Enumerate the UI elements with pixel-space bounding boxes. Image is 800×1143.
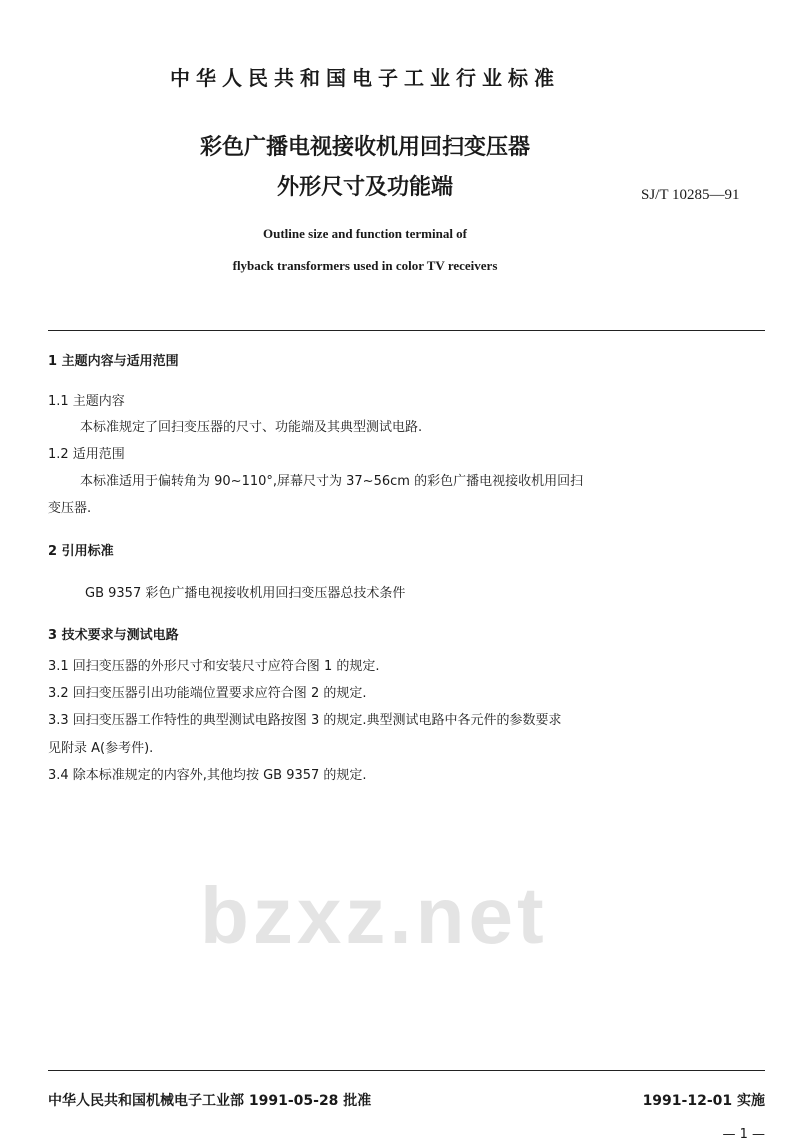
section-1-1-body: 本标准规定了回扫变压器的尺寸、功能端及其典型测试电路. <box>80 420 423 435</box>
section-3-1: 3.1 回扫变压器的外形尺寸和安装尺寸应符合图 1 的规定. <box>48 659 380 674</box>
section-3-2: 3.2 回扫变压器引出功能端位置要求应符合图 2 的规定. <box>48 686 367 701</box>
section-2-heading: 2 引用标准 <box>48 544 114 559</box>
section-3-3: 3.3 回扫变压器工作特性的典型测试电路按图 3 的规定.典型测试电路中各元件的参数要求 <box>48 713 562 728</box>
section-1-heading: 1 主题内容与适用范围 <box>48 354 179 369</box>
standard-code: SJ/T 10285—91 <box>641 187 740 203</box>
document-title-line2: 外形尺寸及功能端 <box>276 175 453 200</box>
document-title-line1: 彩色广播电视接收机用回扫变压器 <box>199 135 530 160</box>
issuing-standard-heading: 中华人民共和国电子工业行业标准 <box>170 66 560 90</box>
section-3-4: 3.4 除本标准规定的内容外,其他均按 GB 9357 的规定. <box>48 768 367 783</box>
section-1-2-body: 本标准适用于偏转角为 90~110°,屏幕尺寸为 37~56cm 的彩色广播电视接收机用回扫 <box>80 474 584 489</box>
header-divider <box>48 330 765 331</box>
english-title-line2: flyback transformers used in color TV receivers <box>232 258 498 273</box>
referenced-standard: GB 9357 彩色广播电视接收机用回扫变压器总技术条件 <box>85 586 406 601</box>
section-3-3-cont: 见附录 A(参考件). <box>48 741 154 756</box>
footer-divider <box>48 1070 765 1071</box>
section-1-2-heading: 1.2 适用范围 <box>48 447 125 462</box>
section-3-heading: 3 技术要求与测试电路 <box>48 628 179 643</box>
page-number: — 1 — <box>722 1127 765 1142</box>
implementation-date: 1991-12-01 实施 <box>642 1093 765 1109</box>
english-title-line1: Outline size and function terminal of <box>262 226 468 241</box>
section-1-1-heading: 1.1 主题内容 <box>48 394 125 409</box>
section-1-2-body-cont: 变压器. <box>48 501 92 516</box>
watermark: bzxz.net <box>200 871 548 960</box>
approval-note: 中华人民共和国机械电子工业部 1991-05-28 批准 <box>48 1093 372 1109</box>
